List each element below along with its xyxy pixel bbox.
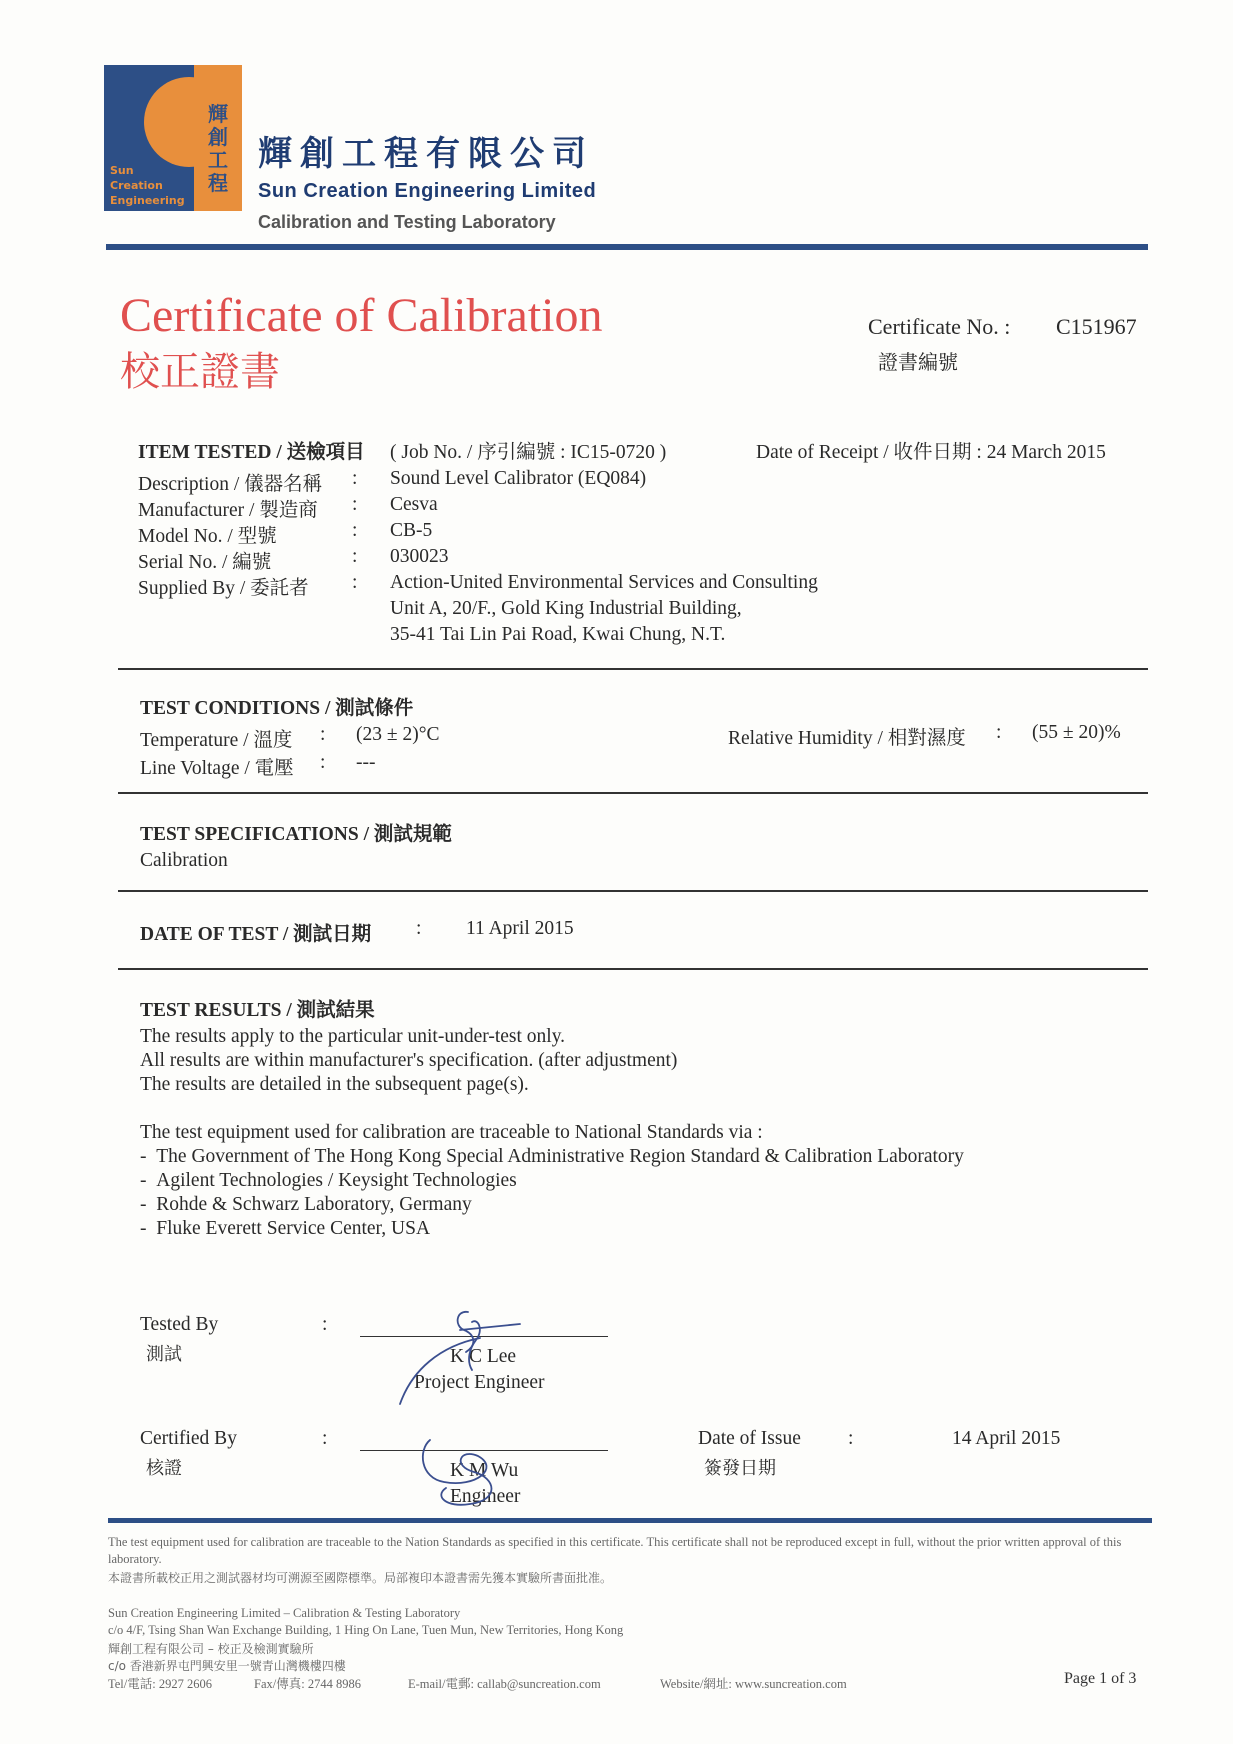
test-conditions-heading: TEST CONDITIONS / 測試條件 [140,698,414,719]
company-subtitle: Calibration and Testing Laboratory [258,212,556,232]
result-line: The results are detailed in the subsequent page(s). [140,1074,529,1095]
model-value: CB-5 [390,520,433,541]
line-voltage-value: --- [356,752,376,773]
date-of-test-value: 11 April 2015 [466,918,574,939]
traceability-item: - Rohde & Schwarz Laboratory, Germany [140,1194,472,1215]
footer-address-line2: c/o 4/F, Tsing Shan Wan Exchange Building, 1 Hing On Lane, Tuen Mun, New Territories, Hong Kong [108,1623,624,1637]
company-logo [104,65,242,211]
footer-disclaimer-en: The test equipment used for calibration are traceable to the Nation Standards as specified in this certificate. This certificate shall not be reproduced except in full, without the prior written approval of this laboratory. [108,1535,1122,1566]
footer-fax: Fax/傳真: 2744 8986 [254,1677,361,1691]
signature-km-wu [423,1440,492,1505]
result-line: The results apply to the particular unit-under-test only. [140,1026,566,1047]
traceability-item: - Agilent Technologies / Keysight Technologies [140,1170,517,1191]
manufacturer-label: Manufacturer / 製造商 [138,500,318,521]
footer-divider [108,1518,1152,1523]
serial-label: Serial No. / 編號 [138,552,272,573]
footer-address-line1: Sun Creation Engineering Limited – Calibration & Testing Laboratory [108,1606,461,1620]
certified-by-label: Certified By [140,1428,237,1449]
test-specifications-heading: TEST SPECIFICATIONS / 測試規範 [140,824,452,845]
date-of-receipt: Date of Receipt / 收件日期 : 24 March 2015 [756,442,1106,463]
supplied-by-label: Supplied By / 委託者 [138,578,309,599]
section-divider [118,668,1148,670]
certificate-number-label: Certificate No. : [868,314,1011,339]
section-divider [118,792,1148,794]
description-value: Sound Level Calibrator (EQ084) [390,468,647,489]
supplier-address-line2: 35-41 Tai Lin Pai Road, Kwai Chung, N.T. [390,624,726,645]
signature-kc-lee [400,1312,520,1404]
footer-address-line4: c/o 香港新界屯門興安里一號青山灣機樓四樓 [108,1659,346,1673]
date-of-issue-label: Date of Issue [698,1428,801,1449]
model-label: Model No. / 型號 [138,526,277,547]
serial-value: 030023 [390,546,449,567]
tested-by-label: Tested By [140,1314,219,1335]
supplied-by-value: Action-United Environmental Services and Consulting [390,572,818,593]
footer-tel: Tel/電話: 2927 2606 [108,1677,212,1691]
test-results-heading: TEST RESULTS / 測試結果 [140,1000,375,1021]
item-tested-heading: ITEM TESTED / 送檢項目 [138,442,365,463]
certified-by-title: Engineer [450,1486,521,1507]
logo-chinese-text: 輝 創 工 程 [208,102,228,195]
tested-by-title: Project Engineer [414,1372,545,1393]
item-tested-section [138,436,365,464]
certificate-number-label-cn: 證書編號 [878,350,958,374]
header-divider [106,244,1148,250]
tested-by-name: K C Lee [450,1346,517,1367]
footer-email: E-mail/電郵: callab@suncreation.com [408,1677,601,1691]
traceability-item: - The Government of The Hong Kong Special Administrative Region Standard & Calibration Laboratory [140,1146,964,1167]
date-of-issue-value: 14 April 2015 [952,1428,1061,1449]
certified-by-label-cn: 核證 [146,1458,182,1479]
company-name-en: Sun Creation Engineering Limited [258,180,597,202]
humidity-value: (55 ± 20)% [1032,722,1121,743]
footer-disclaimer-cn: 本證書所載校正用之測試器材均可溯源至國際標準。局部複印本證書需先獲本實驗所書面批准。 [108,1571,613,1585]
traceability-intro: The test equipment used for calibration are traceable to National Standards via : [140,1122,763,1143]
result-line: All results are within manufacturer's specification. (after adjustment) [140,1050,678,1071]
traceability-item: - Fluke Everett Service Center, USA [140,1218,431,1239]
date-of-test-label: DATE OF TEST / 測試日期 [140,924,372,945]
line-voltage-label: Line Voltage / 電壓 [140,758,294,779]
description-label: Description / 儀器名稱 [138,474,323,495]
page-number: Page 1 of 3 [1064,1670,1137,1687]
job-number: ( Job No. / 序引編號 : IC15-0720 ) [390,442,667,463]
handwritten-signatures [360,1300,620,1520]
temperature-value: (23 ± 2)°C [356,724,440,745]
certificate-number: C151967 [1056,314,1137,339]
company-name-cn: 輝創工程有限公司 [258,134,594,174]
certified-by-name: K M Wu [450,1460,519,1481]
section-divider [118,890,1148,892]
logo-english-text: Sun Creation Engineering [110,164,185,207]
section-divider [118,968,1148,970]
supplier-address-line1: Unit A, 20/F., Gold King Industrial Building, [390,598,742,619]
certificate-title-cn: 校正證書 [120,349,280,395]
footer-website: Website/網址: www.suncreation.com [660,1677,847,1691]
humidity-label: Relative Humidity / 相對濕度 [728,728,966,749]
certificate-title: Certificate of Calibration [120,289,603,342]
temperature-label: Temperature / 溫度 [140,730,293,751]
tested-by-label-cn: 測試 [146,1344,182,1365]
manufacturer-value: Cesva [390,494,438,515]
test-specifications-value: Calibration [140,850,228,871]
date-of-issue-label-cn: 簽發日期 [704,1458,776,1479]
footer-address-line3: 輝創工程有限公司 – 校正及檢測實驗所 [108,1642,314,1656]
